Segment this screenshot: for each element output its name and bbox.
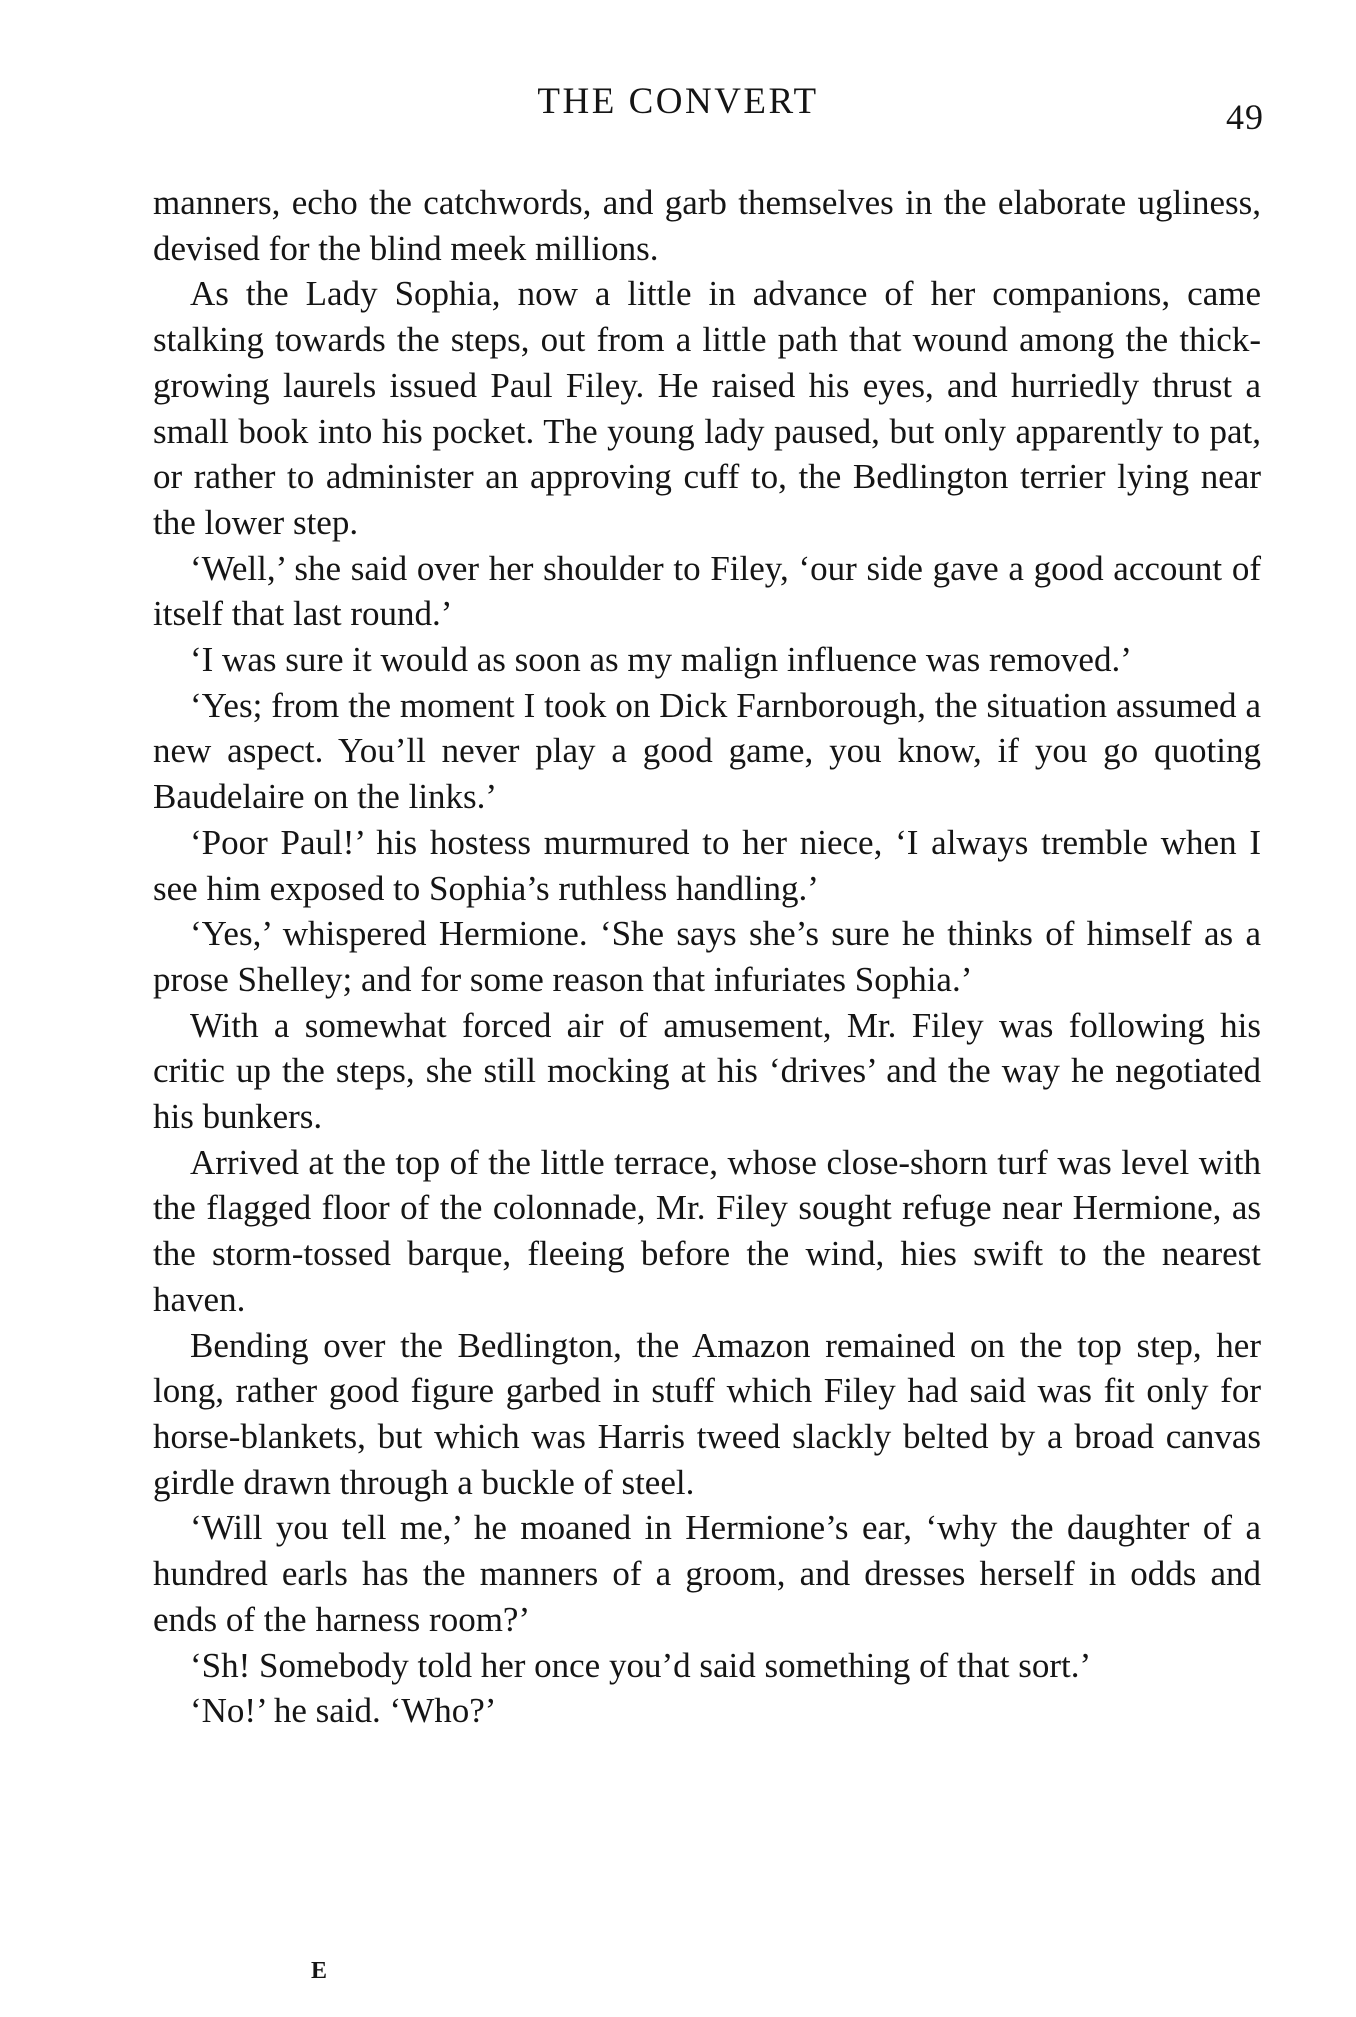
page-header bbox=[0, 74, 1356, 137]
paragraph: ‘Will you tell me,’ he moaned in Hermione’s ear, ‘why the daughter of a hundred earls has the manners of a groom, and dresses herself in odds and ends of the harness room?’ bbox=[153, 1508, 1261, 1639]
paragraph: ‘No!’ he said. ‘Who?’ bbox=[190, 1691, 497, 1731]
paragraph: ‘I was sure it would as soon as my malign influence was removed.’ bbox=[190, 640, 1132, 680]
paragraph: Bending over the Bedlington, the Amazon remained on the top step, her long, rather good figure garbed in stuff which Filey had said was fit only for horse-blankets, but which was Harris tweed slackly belted by a broad canvas girdle drawn through a buckle of steel. bbox=[153, 1325, 1261, 1502]
paragraph: ‘Yes,’ whispered Hermione. ‘She says she’s sure he thinks of himself as a prose Shelley; and for some reason that infuriates Sophia.’ bbox=[153, 914, 1261, 999]
paragraph: ‘Yes; from the moment I took on Dick Farnborough, the situation assumed a new aspect. You’ll never play a good game, you know, if you go quoting Baudelaire on the links.’ bbox=[153, 685, 1261, 817]
paragraph: ‘Well,’ she said over her shoulder to Filey, ‘our side gave a good account of itself that last round.’ bbox=[153, 548, 1261, 634]
paragraph: ‘Poor Paul!’ his hostess murmured to her niece, ‘I always tremble when I see him exposed to Sophia’s ruthless handling.’ bbox=[153, 822, 1261, 908]
paragraph-continued: manners, echo the catchwords, and garb themselves in the elaborate ugliness, devised for the blind meek millions. bbox=[153, 183, 1261, 268]
text-body bbox=[153, 180, 1261, 1734]
paragraph: As the Lady Sophia, now a little in advance of her companions, came stalking towards the steps, out from a little path that wound among the thick-growing laurels issued Paul Filey. He raised his eyes, and hurriedly thrust a small book into his pocket. The young lady paused, but only apparently to pat, or rather to administer an approving cuff to, the Bedlington terrier lying near the lower step. bbox=[153, 274, 1261, 542]
running-title: THE CONVERT bbox=[537, 81, 819, 122]
paragraph: ‘Sh! Somebody told her once you’d said something of that sort.’ bbox=[190, 1645, 1092, 1685]
paragraph: With a somewhat forced air of amusement, Mr. Filey was following his critic up the steps, she still mocking at his ‘drives’ and the way he negotiated his bunkers. bbox=[153, 1005, 1261, 1137]
page-number: 49 bbox=[1226, 97, 1264, 137]
signature-mark: E bbox=[311, 1958, 329, 1984]
paragraph: Arrived at the top of the little terrace, whose close-shorn turf was level with the flagged floor of the colonnade, Mr. Filey sought refuge near Hermione, as the storm-tossed barque, fleeing before the wind, hies swift to the nearest haven. bbox=[153, 1142, 1261, 1319]
